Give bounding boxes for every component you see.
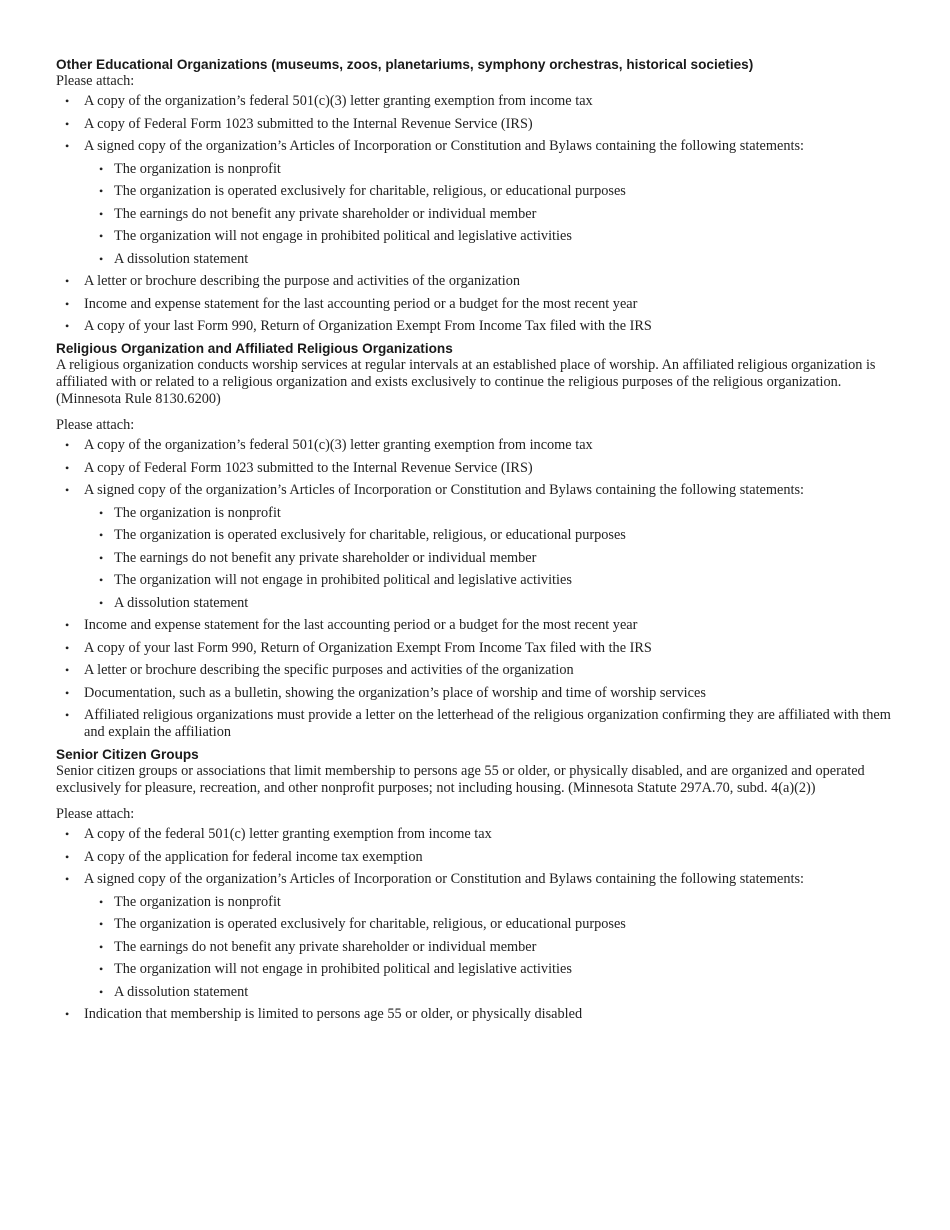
bullet-icon: • — [65, 872, 70, 886]
sub-list-item: • The organization is operated exclusively for charitable, religious, or educational purposes — [99, 916, 626, 932]
bullet-icon: • — [65, 483, 70, 497]
sub-list-item: • The organization is nonprofit — [99, 504, 281, 521]
bullet-icon: • — [99, 528, 104, 542]
list-item: • A copy of your last Form 990, Return of Organization Exempt From Income Tax filed with the IRS — [65, 318, 652, 334]
sub-list-item: • The organization will not engage in prohibited political and legislative activities — [99, 572, 572, 588]
sub-list-item: • The earnings do not benefit any private shareholder or individual member — [99, 205, 537, 222]
please-attach-label: Please attach: — [56, 417, 135, 433]
bullet-icon: • — [99, 184, 104, 198]
bullet-icon: • — [65, 827, 70, 841]
sub-list-item: • The organization will not engage in prohibited political and legislative activities — [99, 961, 572, 977]
bullet-icon: • — [65, 438, 70, 452]
list-item: • A signed copy of the organization’s Articles of Incorporation or Constitution and Bylaws containing the following statements: • The organization is nonprofit • The organization is operated exclusively for charitable, religious, or educational purposes • The earnings do not benefit any private shareholder or individual member • The organization will not engage in prohibited political and legislative activities • A dissolution statement — [56, 871, 906, 1001]
bullet-icon: • — [65, 319, 70, 333]
please-attach-label: Please attach: — [56, 73, 135, 89]
bullet-icon: • — [99, 573, 104, 587]
section-description: Senior citizen groups or associations that limit membership to persons age 55 or older, or physically disabled, and are organized and operated exclusively for pleasure, recreation, and other nonprofit purposes; not including housing. (Minnesota Statute 297A.70, subd. 4(a)(2)) — [56, 763, 865, 796]
sub-list-item: • A dissolution statement — [99, 983, 249, 1000]
sub-list-item: • The earnings do not benefit any private shareholder or individual member — [99, 938, 537, 955]
please-attach-label: Please attach: — [56, 806, 135, 822]
list-item: • Affiliated religious organizations must provide a letter on the letterhead of the religious organization confirming they are affiliated with them and explain the affiliation — [65, 707, 891, 740]
bullet-icon: • — [65, 685, 70, 700]
sub-list-item: • The organization is operated exclusively for charitable, religious, or educational purposes — [99, 527, 626, 543]
bullet-icon: • — [65, 663, 70, 677]
list-item: • A copy of the organization’s federal 501(c)(3) letter granting exemption from income tax — [65, 437, 593, 453]
bullet-icon: • — [99, 917, 104, 931]
bullet-icon: • — [65, 460, 70, 475]
bullet-icon: • — [65, 1007, 70, 1021]
list-item: • Income and expense statement for the last accounting period or a budget for the most recent year — [65, 617, 638, 633]
attachment-list — [56, 826, 906, 1023]
list-item: • Documentation, such as a bulletin, showing the organization’s place of worship and time of worship services — [65, 684, 706, 701]
list-item: • A copy of the organization’s federal 501(c)(3) letter granting exemption from income tax — [65, 93, 593, 109]
sub-list-item: • The organization is nonprofit — [99, 893, 281, 910]
section-heading: Religious Organization and Affiliated Religious Organizations — [56, 341, 453, 356]
bullet-icon: • — [65, 296, 70, 311]
statement-sublist — [84, 161, 906, 268]
bullet-icon: • — [99, 894, 104, 909]
bullet-icon: • — [99, 550, 104, 565]
list-item: • A copy of Federal Form 1023 submitted to the Internal Revenue Service (IRS) — [65, 115, 533, 132]
bullet-icon: • — [65, 640, 70, 655]
statement-sublist — [84, 505, 906, 612]
bullet-icon: • — [99, 161, 104, 176]
bullet-icon: • — [99, 939, 104, 954]
sub-list-item: • A dissolution statement — [99, 594, 249, 611]
bullet-icon: • — [65, 139, 70, 153]
list-item: • A signed copy of the organization’s Articles of Incorporation or Constitution and Bylaws containing the following statements: • The organization is nonprofit • The organization is operated exclusively for charitable, religious, or educational purposes • The earnings do not benefit any private shareholder or individual member • The organization will not engage in prohibited political and legislative activities • A dissolution statement — [56, 138, 906, 268]
list-item: • Indication that membership is limited to persons age 55 or older, or physically disabled — [65, 1006, 583, 1022]
bullet-icon: • — [99, 984, 104, 999]
list-item: • A letter or brochure describing the specific purposes and activities of the organization — [65, 662, 574, 678]
section-heading: Senior Citizen Groups — [56, 747, 199, 762]
section-religious-organization — [56, 340, 906, 741]
bullet-icon: • — [65, 274, 70, 288]
sub-list-item: • The organization will not engage in prohibited political and legislative activities — [99, 228, 572, 244]
sub-list-item: • The earnings do not benefit any private shareholder or individual member — [99, 549, 537, 566]
statement-sublist — [84, 894, 906, 1001]
section-description: A religious organization conducts worship services at regular intervals at an established place of worship. An affiliated religious organization is affiliated with or related to a religious organization and exists exclusively to continue the religious purposes of the religious organization. (Minnesota Rule 8130.6200) — [56, 357, 876, 407]
bullet-icon: • — [65, 708, 70, 722]
list-item: • A copy of the federal 501(c) letter granting exemption from income tax — [65, 826, 492, 842]
bullet-icon: • — [99, 206, 104, 221]
list-item: • A signed copy of the organization’s Articles of Incorporation or Constitution and Bylaws containing the following statements: • The organization is nonprofit • The organization is operated exclusively for charitable, religious, or educational purposes • The earnings do not benefit any private shareholder or individual member • The organization will not engage in prohibited political and legislative activities • A dissolution statement — [56, 482, 906, 612]
list-item: • A copy of your last Form 990, Return of Organization Exempt From Income Tax filed with the IRS — [65, 639, 652, 656]
section-heading: Other Educational Organizations (museums, zoos, planetariums, symphony orchestras, historical societies) — [56, 57, 754, 72]
bullet-icon: • — [99, 251, 104, 266]
bullet-icon: • — [65, 116, 70, 131]
list-item: • A copy of Federal Form 1023 submitted to the Internal Revenue Service (IRS) — [65, 459, 533, 476]
section-other-educational — [56, 56, 906, 335]
list-item: • A letter or brochure describing the purpose and activities of the organization — [65, 273, 521, 289]
attachment-list — [56, 93, 906, 335]
bullet-icon: • — [99, 505, 104, 520]
document-page — [56, 56, 906, 1023]
attachment-list — [56, 437, 906, 741]
bullet-icon: • — [65, 849, 70, 864]
sub-list-item: • The organization is nonprofit — [99, 160, 281, 177]
list-item: • Income and expense statement for the last accounting period or a budget for the most recent year — [65, 295, 638, 312]
bullet-icon: • — [65, 94, 70, 108]
list-item: • A copy of the application for federal income tax exemption — [65, 848, 423, 865]
bullet-icon: • — [99, 595, 104, 610]
bullet-icon: • — [99, 229, 104, 243]
section-senior-citizen-groups — [56, 746, 906, 1023]
sub-list-item: • The organization is operated exclusively for charitable, religious, or educational purposes — [99, 183, 626, 199]
sub-list-item: • A dissolution statement — [99, 250, 249, 267]
bullet-icon: • — [99, 962, 104, 976]
bullet-icon: • — [65, 618, 70, 632]
